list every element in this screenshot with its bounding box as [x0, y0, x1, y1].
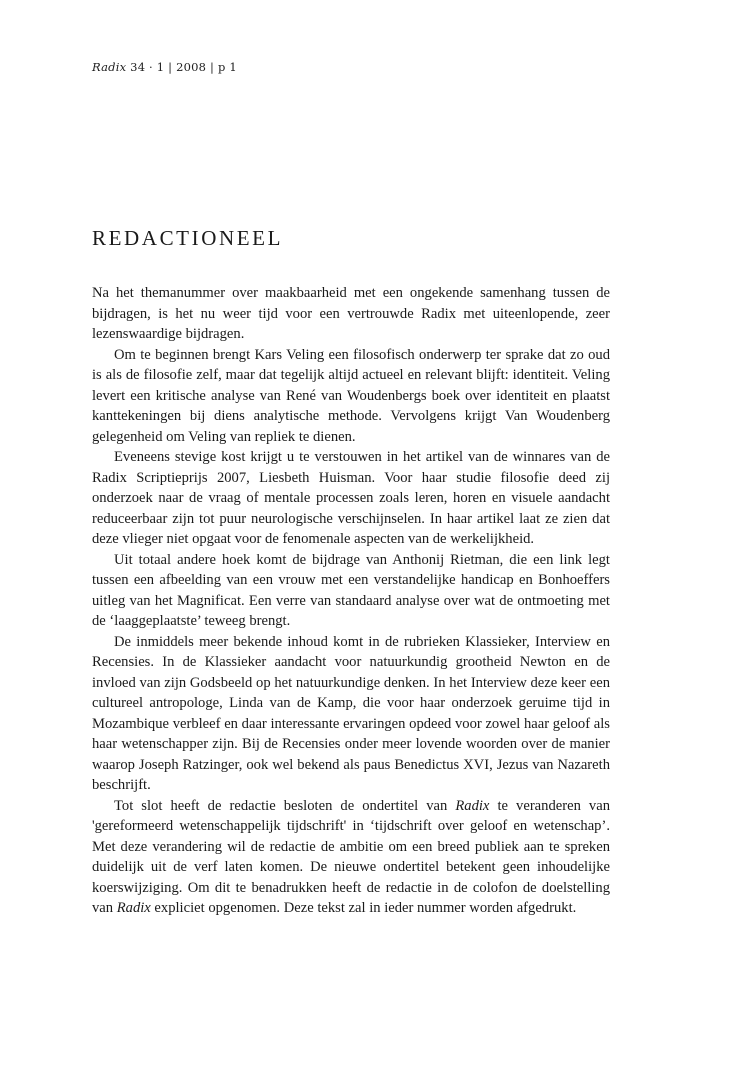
- volume-issue: 34 · 1: [130, 60, 165, 74]
- text-segment: Tot slot heeft de redactie besloten de ondertitel van: [114, 797, 456, 814]
- separator: |: [168, 60, 173, 74]
- text-segment: te veranderen van 'gereformeerd wetenschappelijk tijdschrift' in ‘tijdschrift over geloof en wetenschap’. Met deze verandering wil de redactie de ambitie om een breed publiek aan te spreken duidelijk uit de verf laten komen. De nieuwe ondertitel betekent geen inhoudelijke koerswijziging. Om dit te benadrukken heeft de redactie in de colofon de doelstelling van: [92, 797, 610, 916]
- paragraph-rietman: Uit totaal andere hoek komt de bijdrage van Anthonij Rietman, die een link legt tussen een afbeelding van een vrouw met een verstandelijke handicap en Bonhoeffers uitleg van het Magnificat. Een verre van standaard analyse over wat de ontmoeting met de ‘laaggeplaatste’ teweeg brengt.: [92, 551, 610, 629]
- text-segment: expliciet opgenomen. Deze tekst zal in ieder nummer worden afgedrukt.: [150, 900, 577, 916]
- article-body: [92, 283, 610, 919]
- page-title: REDACTIONEEL: [92, 226, 284, 250]
- paragraph-huisman: Eveneens stevige kost krijgt u te verstouwen in het artikel van de winnares van de Radix Scriptieprijs 2007, Liesbeth Huisman. Voor haar studie filosofie deed zij onderzoek naar de vraag of mentale processen zoals leren, horen en visuele aandacht reduceerbaar zijn tot puur neurologische verschijnselen. In haar artikel laat ze zien dat deze vlieger niet opgaat voor de fenomenale aspecten van de werkelijkheid.: [92, 449, 610, 547]
- journal-name-italic: Radix: [455, 797, 490, 814]
- journal-name-italic: Radix: [116, 900, 151, 916]
- year: 2008: [176, 60, 207, 74]
- paragraph-intro: Na het themanummer over maakbaarheid met een ongekende samenhang tussen de bijdragen, is het nu weer tijd voor een vertrouwde Radix met uiteenlopende, zeer lezenswaardige bijdragen.: [92, 285, 610, 342]
- running-head: [92, 60, 237, 74]
- journal-name: Radix: [92, 60, 127, 74]
- paragraph-ondertitel: [92, 796, 610, 919]
- paragraph-rubrieken: De inmiddels meer bekende inhoud komt in de rubrieken Klassieker, Interview en Recensies. In de Klassieker aandacht voor natuurkundig grootheid Newton en de invloed van zijn Godsbeeld op het natuurkundige denken. In het Interview deze keer een cultureel antropologe, Linda van de Kamp, die voor haar onderzoek geruime tijd in Mozambique verbleef en daar interessante ervaringen opdeed voor zowel haar geloof als haar wetenschapper zijn. Bij de Recensies onder meer lovende woorden over de manier waarop Joseph Ratzinger, ook wel bekend als paus Benedictus XVI, Jezus van Nazareth beschrijft.: [92, 633, 610, 793]
- paragraph-veling: Om te beginnen brengt Kars Veling een filosofisch onderwerp ter sprake dat zo oud is als de filosofie zelf, maar dat tegelijk altijd actueel en relevant blijft: identiteit. Veling levert een kritische analyse van René van Woudenbergs boek over identiteit en plaatst kanttekeningen bij diens analytische methode. Vervolgens krijgt Van Woudenberg gelegenheid om Veling van repliek te dienen.: [92, 346, 610, 445]
- page-number: p 1: [217, 60, 237, 74]
- separator: |: [210, 60, 215, 74]
